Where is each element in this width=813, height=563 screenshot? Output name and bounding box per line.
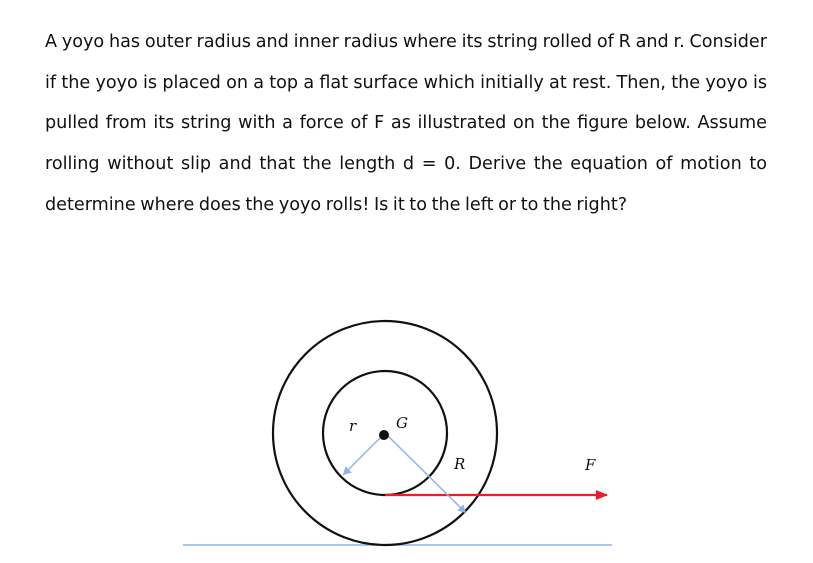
problem-statement: A yoyo has outer radius and inner radius where its string rolled of R and r. Consider if the yoyo is placed on a top a flat surface which initially at rest. Then, the yoyo is pulled from its string with a force of F as illustrated on the figure below. Assume rolling without slip and that the length d = 0. Derive the equation of motion to determine where does the yoyo rolls! Is it to the left or to the right? [45, 32, 767, 215]
outer-radius-line [387, 435, 466, 513]
center-point [379, 430, 389, 440]
label-inner-radius: r [349, 417, 357, 435]
inner-radius-line [343, 435, 383, 475]
label-center: G [396, 414, 408, 432]
label-force: F [585, 456, 596, 474]
label-outer-radius: R [454, 455, 466, 473]
